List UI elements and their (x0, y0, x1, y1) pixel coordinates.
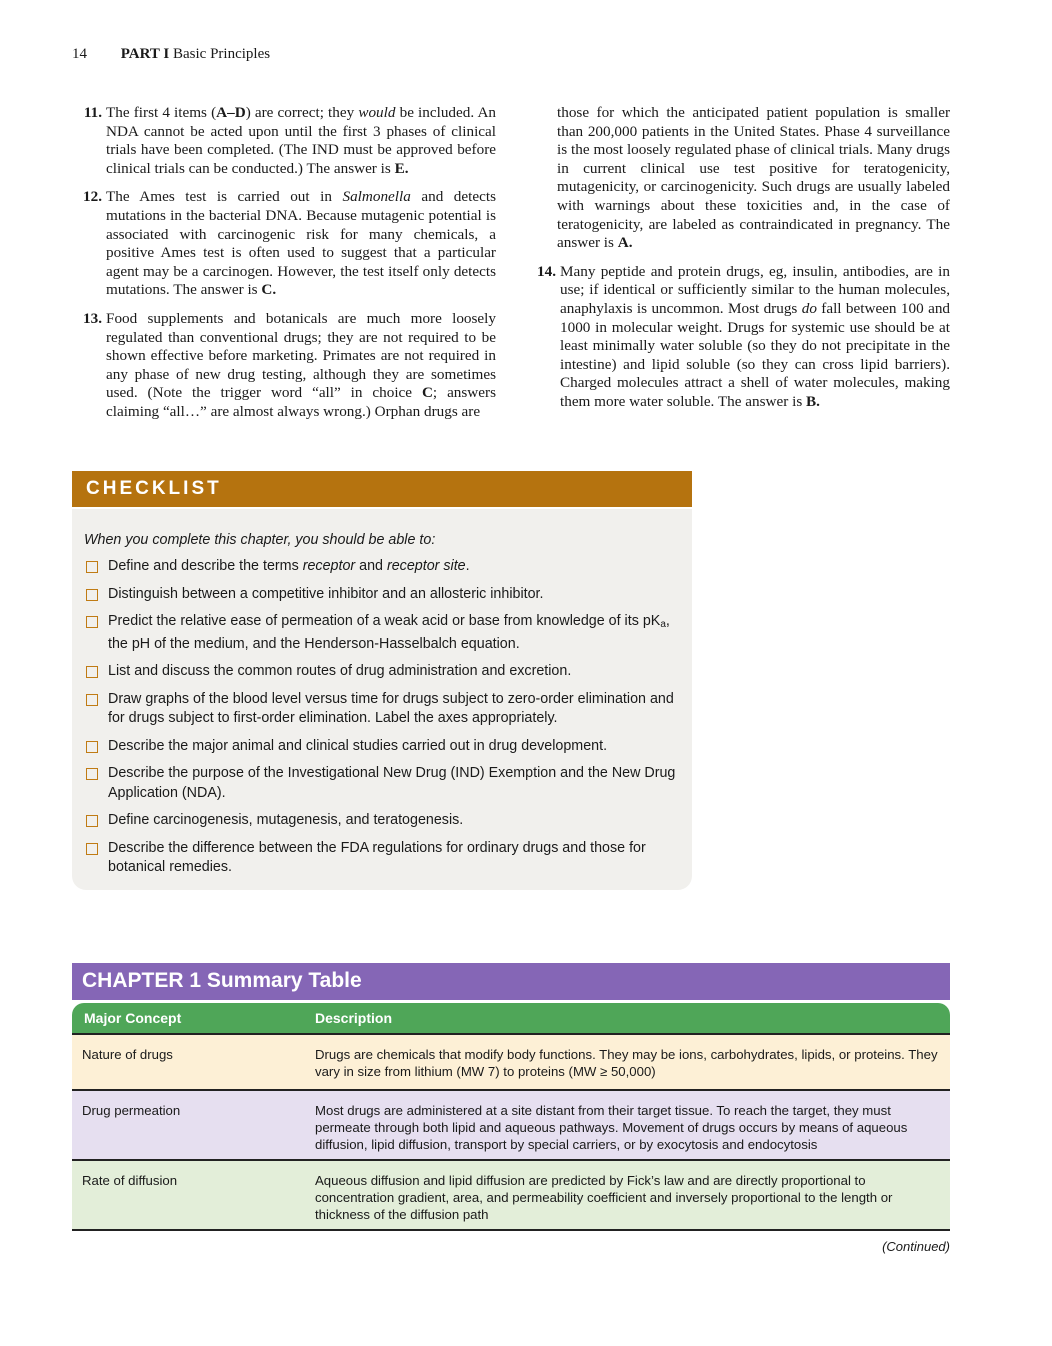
answer-key: B. (806, 392, 820, 410)
answer-key: C. (261, 281, 277, 299)
answers-right-column (526, 104, 950, 422)
checklist-item-text: . (465, 558, 470, 574)
summary-title-bar (72, 963, 950, 1000)
running-head (72, 46, 270, 63)
column-header-concept: Major Concept (84, 1010, 182, 1026)
checklist-intro: When you complete this chapter, you should be able to: (84, 532, 436, 548)
checklist-item-text: Predict the relative ease of permeation of a weak acid or base from knowledge of its pK (108, 613, 661, 629)
checklist-item (84, 557, 684, 577)
part-title: Basic Principles (173, 46, 271, 62)
table-row (72, 1159, 950, 1231)
summary-title: CHAPTER 1 Summary Table (82, 969, 362, 992)
answers-left-column (72, 104, 496, 432)
concept-cell: Drug permeation (82, 1103, 181, 1118)
summary-table (72, 1003, 950, 1231)
checklist-title: CHECKLIST (86, 478, 222, 499)
checklist-item-text: Define carcinogenesis, mutagenesis, and teratogenesis. (108, 812, 464, 828)
answer-choice: A–D (216, 104, 246, 121)
answer-text: The first 4 items ( (106, 104, 217, 121)
answer-text: be included. An NDA cannot be acted upon until the first 3 phases of clinical trials have been completed. (The IND must be approved before clinical trials can be conducted.) The answer is (106, 104, 497, 177)
checkbox-icon (86, 561, 98, 573)
checklist-item (84, 811, 684, 831)
answer-number: 11. (83, 104, 102, 121)
table-row (72, 1089, 950, 1159)
emphasis-text: receptor (302, 558, 356, 574)
description-cell: Most drugs are administered at a site distant from their target tissue. To reach the target, they must permeate through both lipid and aqueous pathways. Movement of drugs occurs by means of aqueous diffusion, lipid diffusion, transport by special carriers, or by exocytosis and endocytosis (315, 1103, 908, 1152)
checklist-list (84, 557, 684, 886)
checklist-item-text: Describe the major animal and clinical studies carried out in drug development. (108, 737, 608, 754)
answer-14 (526, 263, 950, 412)
concept-cell: Rate of diffusion (82, 1173, 178, 1188)
description-cell: Drugs are chemicals that modify body functions. They may be ions, carbohydrates, lipids, or proteins. They vary in size from lithium (MW 7) to proteins (MW ≥ 50,000) (315, 1047, 938, 1079)
answer-key: A. (617, 234, 633, 252)
emphasis-text: receptor site (386, 558, 466, 574)
checkbox-icon (86, 589, 98, 601)
table-row (72, 1033, 950, 1089)
checklist-item-text: and (355, 558, 387, 574)
checklist-item-text: List and discuss the common routes of drug administration and excretion. (108, 663, 572, 679)
checklist-panel (72, 509, 692, 890)
description-cell: Aqueous diffusion and lipid diffusion are predicted by Fick’s law and are directly proportional to concentration gradient, area, and permeability coefficient and inversely proportional to the length or thickness of the diffusion path (315, 1173, 893, 1222)
checkbox-icon (86, 768, 98, 780)
answer-text: fall between 100 and 1000 in molecular weight. Drugs for systemic use should be at least minimally water soluble (so they do not precipitate in the intestine) and lipid soluble (so they can cross lipid barriers). Charged molecules attract a shell of water molecules, making them more water soluble. The answer is (560, 299, 951, 410)
answer-choice: C (421, 384, 433, 402)
checkbox-icon (86, 843, 98, 855)
checklist-item-text: , the pH of the medium, and the Henderson-Hasselbalch equation. (108, 613, 670, 652)
answer-number: 13. (83, 309, 102, 327)
answer-text: ) are correct; they (245, 104, 359, 121)
checkbox-icon (86, 694, 98, 706)
checkbox-icon (86, 741, 98, 753)
checklist-item-text: Describe the difference between the FDA regulations for ordinary drugs and those for botanical remedies. (108, 839, 646, 875)
answer-text: ; answers claiming “all…” are almost always wrong.) Orphan drugs are (106, 384, 496, 420)
continued-note: (Continued) (882, 1239, 950, 1254)
answer-number: 14. (537, 262, 556, 280)
checklist-item (84, 737, 684, 757)
checklist-item (84, 839, 684, 878)
answer-12 (72, 188, 496, 300)
checklist-item (84, 764, 684, 803)
answer-text: those for which the anticipated patient population is smaller than 200,000 patients in the United States. Phase 4 surveillance is the most loosely regulated phase of clinical trials. Many drugs in current clinical use test positive for teratogenicity, mutagenicity, or carcinogenicity. Such drugs are usually labeled with warnings about these toxicities and, in the case of teratogenicity, are labeled as contraindicated in pregnancy. The answer is (557, 104, 950, 252)
answer-key: E. (394, 159, 409, 177)
answer-13 (72, 310, 496, 422)
checklist-item (84, 690, 684, 729)
summary-table-header (72, 1003, 950, 1033)
answer-text: and detects mutations in the bacterial DNA. Because mutagenic potential is associated with carcinogenic risk for many chemicals, a positive Ames test is often used to suggest that a particular agent may be a carcinogen. However, the test itself only detects mutations. The answer is (106, 188, 496, 299)
answer-text: Many peptide and protein drugs, eg, insulin, antibodies, are in use; if identical or sufficiently similar to the human molecules, anaphylaxis is uncommon. Most drugs (560, 262, 950, 317)
part-label: PART I (120, 46, 170, 62)
checklist-item-text: Define and describe the terms (108, 558, 303, 574)
answer-number: 12. (83, 188, 102, 206)
checkbox-icon (86, 666, 98, 678)
concept-cell: Nature of drugs (82, 1047, 173, 1062)
emphasis-text: Salmonella (342, 188, 411, 206)
subscript-text: a (660, 619, 666, 630)
page-number: 14 (72, 46, 87, 62)
checklist-item (84, 585, 684, 605)
checklist-header-bar (72, 471, 692, 507)
answer-11 (72, 104, 496, 178)
answer-13-continued (526, 104, 950, 253)
emphasis-text: would (358, 104, 396, 121)
answer-text: The Ames test is carried out in (106, 188, 343, 206)
column-header-description: Description (315, 1010, 393, 1026)
checkbox-icon (86, 815, 98, 827)
checklist-item-text: Distinguish between a competitive inhibitor and an allosteric inhibitor. (108, 585, 544, 602)
checkbox-icon (86, 616, 98, 628)
emphasis-text: do (801, 299, 817, 317)
checklist-item (84, 612, 684, 654)
answer-text: Food supplements and botanicals are much more loosely regulated than conventional drugs; they are not required to be shown effective before marketing. Primates are not required in any phase of new drug testing, although they are sometimes used. (Note the trigger word “all” in choice (106, 309, 496, 402)
checklist-item-text: Draw graphs of the blood level versus time for drugs subject to zero-order elimination and for drugs subject to first-order elimination. Label the axes appropriately. (108, 690, 674, 726)
checklist-item (84, 662, 684, 682)
checklist-item-text: Describe the purpose of the Investigational New Drug (IND) Exemption and the New Drug Application (NDA). (108, 765, 676, 801)
